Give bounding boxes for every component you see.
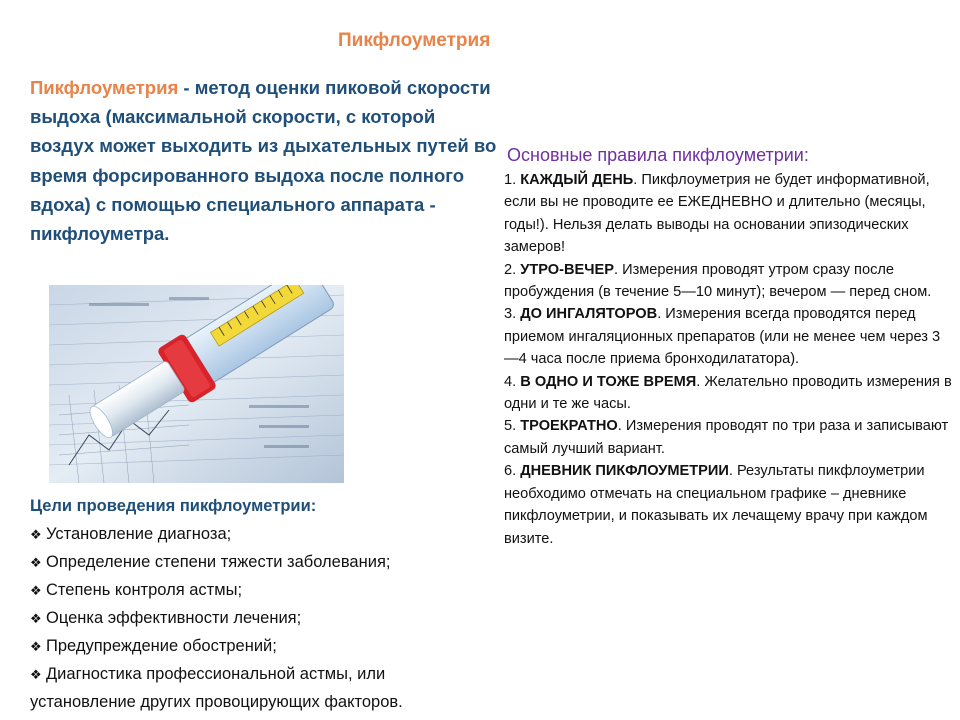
diamond-bullet-icon: ❖: [30, 584, 42, 599]
rule-text: . Измерения проводят утром сразу после пробуждения (в течение 5—10 минут); вечером — перед сном.: [504, 261, 932, 301]
diamond-bullet-icon: ❖: [30, 528, 42, 543]
rule-item: [504, 303, 952, 370]
goals-heading: Цели проведения пикфлоуметрии:: [30, 497, 317, 515]
rule-number: 5.: [504, 418, 521, 435]
goals-item-text: Диагностика профессиональной астмы, или установление других провоцирующих факторов.: [30, 665, 403, 711]
diamond-bullet-icon: ❖: [30, 668, 42, 683]
peak-flow-meter-illustration: [49, 285, 344, 483]
rule-item: [504, 259, 952, 304]
goals-item: [30, 549, 490, 577]
diamond-bullet-icon: ❖: [30, 640, 42, 655]
rule-number: 3.: [504, 306, 521, 323]
rule-item: [504, 415, 952, 460]
rule-keyword: В ОДНО И ТОЖЕ ВРЕМЯ: [520, 373, 697, 390]
rule-number: 1.: [504, 172, 521, 188]
goals-item-text: Установление диагноза;: [46, 525, 232, 543]
rule-number: 4.: [504, 373, 521, 390]
rule-number: 2.: [504, 261, 521, 278]
definition-term: Пикфлоуметрия: [30, 77, 179, 98]
rule-keyword: ДО ИНГАЛЯТОРОВ: [520, 306, 658, 323]
goals-item: [30, 661, 490, 715]
rule-keyword: КАЖДЫЙ ДЕНЬ: [520, 172, 634, 188]
definition-text: - метод оценки пиковой скорости выдоха (максимальной скорости, с которой воздух может выходить из дыхательных путей во время форсированного выдоха после полного вдоха) с помощью специального аппарата - пикфлоуметра.: [30, 77, 497, 245]
rules-list: [504, 169, 952, 550]
rule-number: 6.: [504, 463, 521, 480]
peak-flow-meter-photo: [49, 285, 344, 483]
goals-item-text: Предупреждение обострений;: [46, 637, 277, 655]
slide-title: Пикфлоуметрия: [338, 30, 491, 51]
rule-text: . Измерения проводят по три раза и записывают самый лучший вариант.: [504, 418, 949, 457]
rule-item: [504, 460, 952, 550]
goals-item: [30, 605, 490, 633]
goals-item-text: Степень контроля астмы;: [46, 581, 243, 599]
diamond-bullet-icon: ❖: [30, 556, 42, 571]
rule-item: [504, 371, 952, 416]
diamond-bullet-icon: ❖: [30, 612, 42, 627]
rule-keyword: УТРО-ВЕЧЕР: [520, 261, 614, 278]
goals-item: [30, 633, 490, 661]
definition-paragraph: [30, 73, 500, 248]
rule-keyword: ТРОЕКРАТНО: [520, 418, 618, 435]
goals-item: [30, 521, 490, 549]
rule-item: [504, 169, 952, 259]
rule-keyword: ДНЕВНИК ПИКФЛОУМЕТРИИ: [520, 463, 729, 480]
goals-item-text: Оценка эффективности лечения;: [46, 609, 302, 627]
rule-text: . Пикфлоуметрия не будет информативной, если вы не проводите ее ЕЖЕДНЕВНО и длительно (месяцы, годы!). Нельзя делать выводы на основании эпизодических замеров!: [504, 172, 930, 256]
rule-text: . Результаты пикфлоуметрии необходимо отмечать на специальном графике – дневнике пикфлоуметрии, и показывать их лечащему врачу при каждом визите.: [504, 463, 928, 547]
rule-text: . Измерения всегда проводятся перед приемом ингаляционных препаратов (или не менее чем через 3—4 часа после приема бронходилататора).: [504, 306, 941, 368]
goals-item-text: Определение степени тяжести заболевания;: [46, 553, 391, 571]
rules-heading: Основные правила пикфлоуметрии:: [507, 145, 809, 165]
goals-list: [30, 521, 490, 715]
goals-item: [30, 577, 490, 605]
rule-text: . Желательно проводить измерения в одни и те же часы.: [504, 373, 952, 413]
